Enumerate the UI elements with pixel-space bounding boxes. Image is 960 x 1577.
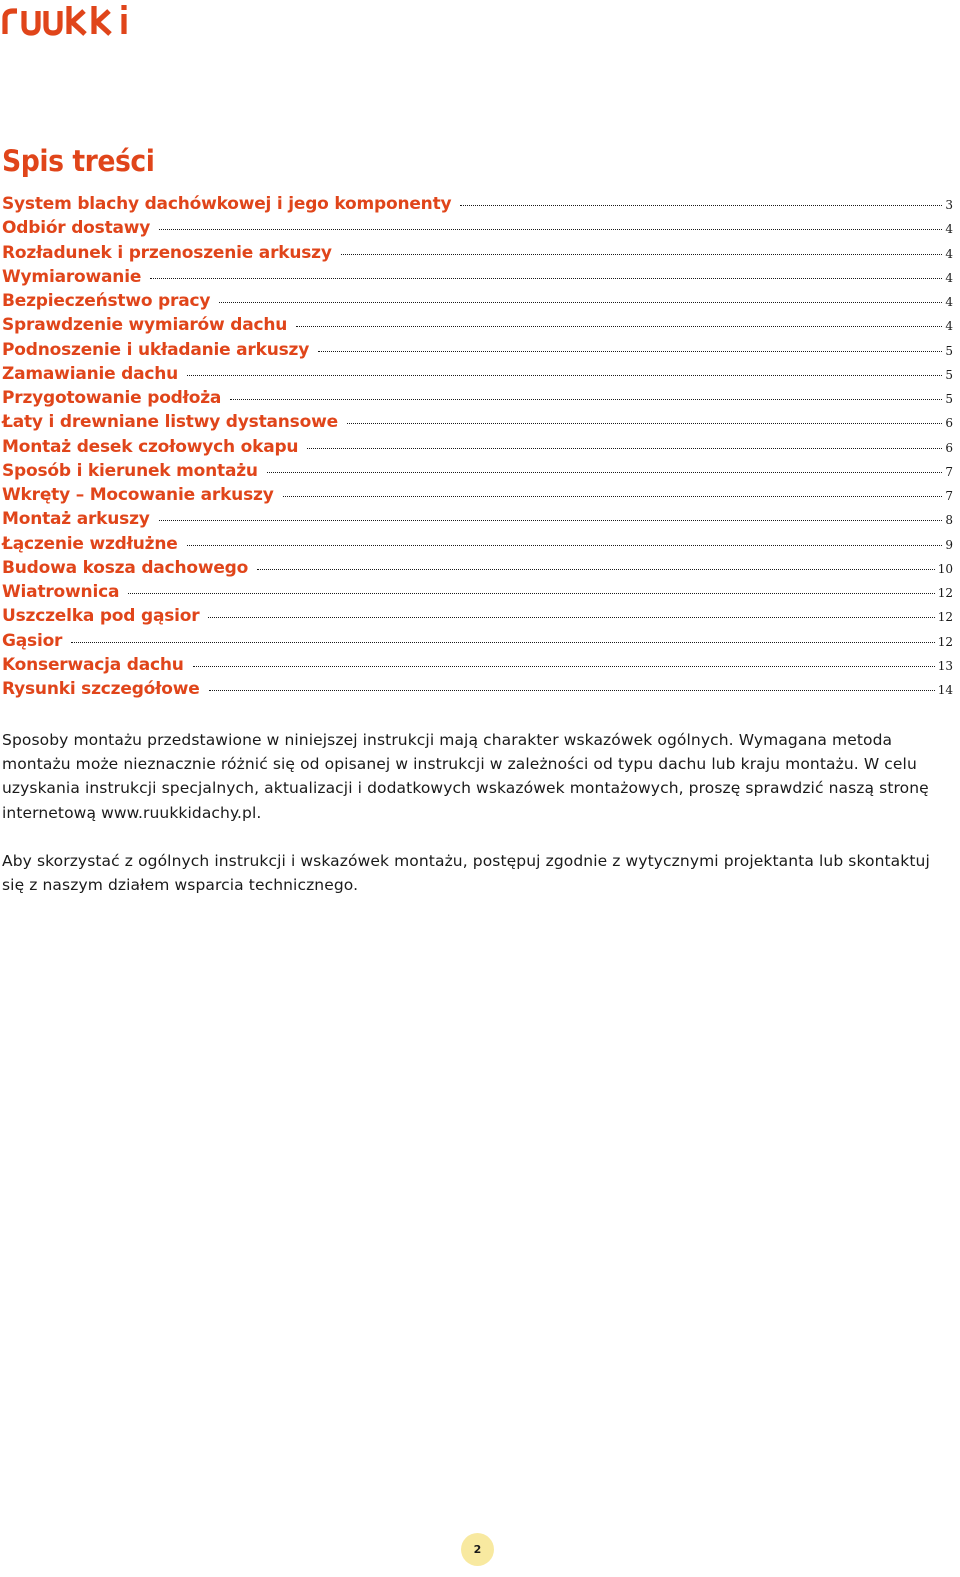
toc-dot-leader bbox=[187, 375, 942, 376]
toc-entry[interactable] bbox=[2, 340, 953, 364]
toc-entry-label[interactable]: Wymiarowanie bbox=[2, 266, 142, 287]
toc-dot-leader bbox=[318, 351, 942, 352]
toc-entry-label[interactable]: Sprawdzenie wymiarów dachu bbox=[2, 315, 288, 336]
toc-entry[interactable] bbox=[2, 315, 953, 339]
toc-entry-page: 7 bbox=[945, 489, 953, 503]
toc-entry-page: 12 bbox=[937, 610, 953, 625]
toc-entry[interactable] bbox=[2, 267, 953, 291]
toc-entry[interactable] bbox=[2, 655, 953, 679]
toc-dot-leader bbox=[460, 205, 942, 206]
toc-dot-leader bbox=[307, 448, 942, 449]
toc-entry[interactable] bbox=[2, 388, 953, 412]
toc-entry-label[interactable]: Rozładunek i przenoszenie arkuszy bbox=[2, 242, 332, 263]
toc-entry[interactable] bbox=[2, 461, 953, 485]
toc-entry-label[interactable]: Montaż arkuszy bbox=[2, 509, 150, 530]
toc-entry-label[interactable]: Przygotowanie podłoża bbox=[2, 388, 222, 408]
toc-dot-leader bbox=[219, 302, 942, 303]
toc-dot-leader bbox=[208, 617, 934, 618]
toc-dot-leader bbox=[230, 399, 942, 400]
toc-entry-page: 7 bbox=[945, 464, 953, 479]
toc-entry-label[interactable]: Łączenie wzdłużne bbox=[2, 533, 178, 554]
toc-entry[interactable] bbox=[2, 631, 953, 655]
toc-entry[interactable] bbox=[2, 582, 953, 606]
toc-entry-page: 6 bbox=[945, 440, 953, 455]
toc-entry[interactable] bbox=[2, 437, 953, 461]
toc-entry-label[interactable]: Podnoszenie i układanie arkuszy bbox=[2, 339, 310, 360]
toc-entry[interactable] bbox=[2, 218, 953, 242]
toc-entry[interactable] bbox=[2, 509, 953, 533]
toc-entry[interactable] bbox=[2, 412, 953, 436]
toc-entry-page: 14 bbox=[937, 683, 953, 697]
support-paragraph: Aby skorzystać z ogólnych instrukcji i wskazówek montażu, postępuj zgodnie z wytycznymi projektanta lub skontaktuj się z naszym działem wsparcia technicznego. bbox=[2, 852, 930, 895]
toc-entry-page: 4 bbox=[945, 319, 953, 334]
toc-entry-label[interactable]: Wiatrownica bbox=[2, 582, 120, 602]
toc-entry-page: 3 bbox=[945, 198, 953, 212]
toc-entry-label[interactable]: Łaty i drewniane listwy dystansowe bbox=[2, 412, 338, 433]
toc-dot-leader bbox=[347, 423, 942, 424]
toc-entry[interactable] bbox=[2, 243, 953, 267]
toc-entry-page: 5 bbox=[945, 343, 953, 358]
toc-entry-page: 4 bbox=[945, 246, 953, 261]
toc-entry-page: 10 bbox=[937, 561, 953, 576]
toc-entry-page: 13 bbox=[937, 658, 953, 673]
toc-entry-label[interactable]: Zamawianie dachu bbox=[2, 363, 179, 384]
toc-entry-label[interactable]: System blachy dachówkowej i jego komponenty bbox=[2, 194, 452, 214]
toc-entry-page: 5 bbox=[945, 392, 953, 406]
toc-title: Spis treści bbox=[2, 144, 155, 178]
intro-paragraph: Sposoby montażu przedstawione w niniejszej instrukcji mają charakter wskazówek ogólnych. Wymagana metoda montażu może nieznacznie różnić się od opisanej w instrukcji w zależności od typu dachu lub kraju montażu. W celu uzyskania instrukcji specjalnych, aktualizacji i dodatkowych wskazówek montażowych, proszę sprawdzić naszą stronę internetową www.ruukkidachy.pl. bbox=[2, 731, 929, 822]
toc-dot-leader bbox=[193, 666, 935, 667]
toc-dot-leader bbox=[187, 545, 943, 546]
toc-entry-page: 6 bbox=[945, 416, 953, 431]
table-of-contents bbox=[2, 194, 953, 703]
toc-entry-page: 8 bbox=[945, 513, 953, 528]
toc-entry-page: 4 bbox=[945, 270, 953, 285]
toc-dot-leader bbox=[257, 569, 935, 570]
toc-dot-leader bbox=[283, 496, 943, 497]
toc-entry-label[interactable]: Bezpieczeństwo pracy bbox=[2, 291, 211, 311]
page-number: 2 bbox=[473, 1543, 482, 1556]
toc-entry-page: 5 bbox=[945, 367, 953, 382]
toc-dot-leader bbox=[159, 520, 943, 521]
toc-entry[interactable] bbox=[2, 364, 953, 388]
toc-dot-leader bbox=[341, 254, 943, 255]
toc-entry-page: 4 bbox=[945, 295, 953, 309]
toc-dot-leader bbox=[150, 278, 942, 279]
toc-entry-page: 9 bbox=[945, 537, 953, 552]
toc-dot-leader bbox=[71, 642, 934, 643]
toc-dot-leader bbox=[209, 690, 935, 691]
toc-entry[interactable] bbox=[2, 194, 953, 218]
toc-entry-label[interactable]: Budowa kosza dachowego bbox=[2, 557, 249, 578]
toc-dot-leader bbox=[128, 593, 934, 594]
toc-entry-label[interactable]: Gąsior bbox=[2, 630, 63, 651]
toc-entry-page: 12 bbox=[937, 634, 953, 649]
toc-entry[interactable] bbox=[2, 291, 953, 315]
toc-dot-leader bbox=[296, 326, 942, 327]
toc-entry[interactable] bbox=[2, 485, 953, 509]
toc-entry-label[interactable]: Odbiór dostawy bbox=[2, 218, 151, 239]
toc-entry-page: 4 bbox=[945, 222, 953, 237]
toc-entry-label[interactable]: Sposób i kierunek montażu bbox=[2, 460, 258, 481]
toc-dot-leader bbox=[159, 229, 942, 230]
toc-entry[interactable] bbox=[2, 606, 953, 630]
toc-entry-label[interactable]: Rysunki szczegółowe bbox=[2, 679, 200, 699]
toc-entry-label[interactable]: Montaż desek czołowych okapu bbox=[2, 436, 299, 457]
toc-entry[interactable] bbox=[2, 534, 953, 558]
page-number-badge bbox=[461, 1533, 494, 1566]
toc-entry-page: 12 bbox=[937, 586, 953, 600]
toc-entry[interactable] bbox=[2, 558, 953, 582]
toc-entry[interactable] bbox=[2, 679, 953, 703]
ruukki-logo bbox=[2, 4, 130, 36]
toc-dot-leader bbox=[267, 472, 943, 473]
ruukki-logo-mark bbox=[2, 4, 130, 36]
toc-entry-label[interactable]: Wkręty – Mocowanie arkuszy bbox=[2, 485, 274, 505]
toc-entry-label[interactable]: Konserwacja dachu bbox=[2, 654, 184, 675]
toc-entry-label[interactable]: Uszczelka pod gąsior bbox=[2, 606, 200, 627]
